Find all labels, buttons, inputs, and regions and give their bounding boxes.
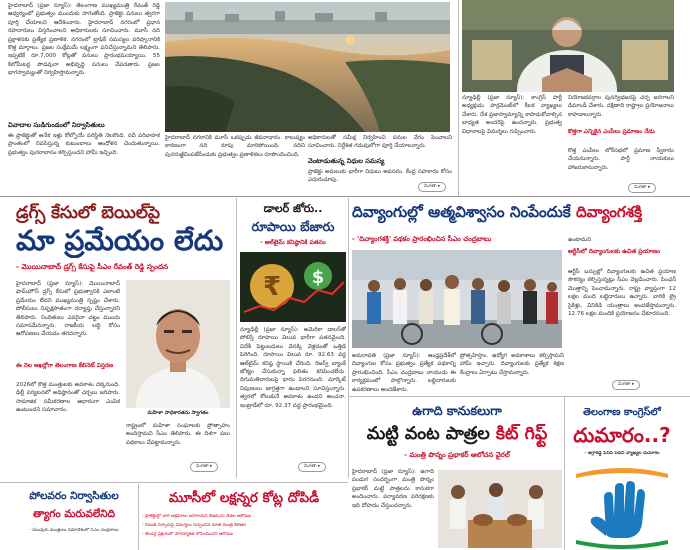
divyang-right-intro [568,236,676,246]
dollar-subhead [240,239,346,249]
top-col3-subhead-text: వెంటాడుతున్న నిధుల సమస్య [308,157,385,165]
musi-bullet-1-text: - ప్రాజెక్టుల్లో భారీ అక్రమాలు జరిగాయని బీఆర్ఎస్ నేతల ఆరోపణ [142,514,251,519]
drugs-sub [16,362,120,380]
divider-dollar-divyang [348,198,349,478]
divyang-text-mid-body: ప్రోత్సహిస్తాం. ఉద్యోగ అవకాశాలు కల్పిస్తామని హామీ ఇచ్చారు. దివ్యాంగులకు ప్రత్యేక శిక్షణ కేంద్రాలు ఏర్పాటు చేస్తామన్నారు. [460,353,564,376]
dollar-kicker-text: డాలర్ జోరు.. [263,202,323,215]
dollar-more-tag[interactable]: మిగతా ▸ [298,462,326,472]
top-col1-tail-text: ఈ ప్రాజెక్టుతో అనేక ఇళ్లు కోల్పోయే పరిస్థితి నెలకొంది. నదీ పరివాహక ప్రాంతంలో నివసిస్తున్న కుటుంబాలు ఆందోళన చెందుతున్నాయి. ప్రభుత్వం పునరావాసం కల్పిస్తుందని హామీ ఇచ్చింది. [8,133,160,156]
cm-photo-caption-text: మహిళా సాధికారతను స్వాగతం [147,410,209,416]
top-col1-intro: హైదరాబాద్ (ప్రజా న్యూస్): తెలంగాణ ముఖ్యమంత్రి రేవంత్ రెడ్డి ఆధ్వర్యంలో ప్రభుత్వం ముందుకు సాగుతోంది. ప్రాజెక్టు పనులు త్వరగా పూర్తి చేయాలని ఆదేశించారు. హైదరాబాద్ నగరంలో ప్రధాన రహదారులు విస్తరించాలని అధికారులకు సూచించారు. మూసీ నది ప్రక్షాళనకు ప్రత్యేక ప్రణాళిక. నగరంలో ట్రాఫిక్ సమస్యల పరిష్కారానికి కొత్త మార్గాలు. ప్రజల సంక్షేమమే లక్ష్యంగా పనిచేస్తున్నామని తెలిపారు. ఇప్పటికే రూ.7,000 కోట్లతో పనులు ప్రారంభమయ్యాయి. 55 కిలోమీటర్ల పొడవునా అభివృద్ధి పనులు చేపడతారు. ప్రజల భాగస్వామ్యంతో నిర్వహిస్తామన్నారు. [8,3,160,77]
musi-bullet-1 [142,514,346,522]
divyang-headline-b: దివ్యాంగశక్తి [575,203,643,221]
divider-ugadi-congress [564,396,565,550]
top-col1-subhead-text: వివాదాల సుడిగుండంలో నిర్వాసితులు [8,121,105,129]
divyang-right-sub [568,248,676,266]
divyang-subhead [352,235,562,247]
rupee-dollar-photo [240,252,346,322]
polavaram-box [14,488,134,550]
top-col5-text-body: నియోజకవర్గాల పునర్విభజనపై చర్చ జరగాలని డిమాండ్ చేశారు. దక్షిణాది రాష్ట్రాల ప్రయోజనాలు కాపాడాలన్నారు. [568,95,674,118]
top-col2-text-body: హైదరాబాద్ నగరానికి మూసీ ఒకప్పుడు జీవనాధారం. కాలుష్యం కారణంగా నది రూపు మారిపోయింది. నదిని పునరుజ్జీవింపజేసేందుకు ప్రభుత్వం ప్రణాళికలు రూపొందించింది. [165,135,305,158]
drugs-headline-text: మా ప్రమేయం లేదు [16,224,224,257]
drugs-photo-text [126,422,230,464]
ugadi-headline-a: మట్టి వంట పాత్రల [366,424,496,444]
polavaram-headline-text: త్యాగం మరువలేనిది [32,508,116,520]
dollar-headline-text: రూపాయి బేజారు [251,219,335,234]
top-more-tag-2-label: మిగతా [634,185,647,190]
musi-bullet-2 [142,523,346,531]
divyang-more-tag[interactable]: మిగతా ▸ [612,380,640,390]
divider-top [0,196,690,197]
ugadi-text-body: హైదరాబాద్ (ప్రజా న్యూస్): ఉగాది పండుగ సందర్భంగా మంత్రి పొన్నం ప్రభాకర్ మట్టి పాత్రలను కానుకగా అందించారు. పర్యావరణ పరిరక్షణకు ఇది దోహదం చేస్తుందన్నారు. [352,469,434,509]
drugs-subhead [16,262,241,274]
dollar-text-body: న్యూఢిల్లీ (ప్రజా న్యూస్): అమెరికా డాలర్‌తో పోలిస్తే రూపాయి విలువ భారీగా పతనమైంది. విదేశీ పెట్టుబడులు వెనక్కి వెళ్లడంతో ఒత్తిడి పెరిగింది. రూపాయి విలువ రూ. 92.63 వద్ద ఆల్‌టైమ్ కనిష్ఠ స్థాయికి చేరింది. రిజర్వ్ బ్యాంక్ జోక్యం చేసుకున్నా ఫలితం కనిపించలేదు. దిగుమతిదారులపై భారం పెరగనుంది. మార్కెట్ నిపుణులు జాగ్రత్తగా ఉండాలని సూచిస్తున్నారు. త్వరలో కోలుకునే అవకాశం ఉందని అంచనా. ఇంట్రాడేలో రూ. 92.37 వద్ద ప్రారంభమైంది. [240,327,346,409]
congress-headline [568,421,676,449]
congress-headline-text: దుమారం..? [573,423,671,447]
river-sunset-illustration [165,2,450,132]
rupee-chart-illustration [240,252,346,322]
divyang-headline-a: దివ్యాంగుల్లో ఆత్మవిశ్వాసం నింపేందుకే [352,203,576,221]
cm-portrait-photo [126,280,230,408]
divyang-subhead-text: - 'దివ్యాంగశక్తి' పథకం ప్రారంభించిన సీఎం చంద్రబాబు [352,235,492,243]
cm-portrait-illustration [126,280,230,408]
divider-divyang-ugadi [348,396,690,397]
divyang-event-photo [352,250,562,348]
polavaram-subhead-text: - పలువురు మంత్రులు సమావేశంలో సీఎం చంద్రబాబు [29,528,119,533]
ugadi-subhead-text: - మంత్రి పొన్నం ప్రభాకర్ ఆలోచన వైరల్ [404,451,510,459]
divider-bottom-left [0,482,348,483]
congress-kicker [568,406,676,420]
congress-subhead-text: - జగ్గారెడ్డి పీసీసీ పదవి వ్యాఖ్యల దుమారం [584,451,660,456]
ugadi-kicker [352,403,562,419]
divyang-text-left-body: అమరావతి (ప్రజా న్యూస్): ఆంధ్రప్రదేశ్‌లో దివ్యాంగుల కోసం ప్రభుత్వం ప్రత్యేక పథకాన్ని ప్రారంభించింది. సీఎం చంద్రబాబు నాయుడు ఈ కార్యక్రమంలో పాల్గొన్నారు. లబ్ధిదారులకు ఉపకరణాలు అందజేశారు. [352,353,456,393]
divyang-right-text [568,268,676,378]
top-col2-text [165,134,305,180]
drugs-subhead-text: - మొయినాబాద్ డ్రగ్స్ కేసుపై సీఎం రేవంత్ రెడ్డి స్పందన [16,262,169,271]
ugadi-kicker-text: ఉగాది కానుకలుగా [412,403,502,418]
polavaram-subhead [14,528,134,538]
dollar-text [240,326,346,464]
polavaram-kicker [14,490,134,506]
top-col5-subhead-text: కొత్తగా ఎన్నికైన ఎంపీలు ప్రమాణం నేడు [568,129,655,135]
congress-kicker-text: తెలంగాణ కాంగ్రెస్‌లో [583,407,661,418]
divider-top-mid [458,0,459,196]
polavaram-headline [14,508,134,524]
congress-hand-symbol [568,464,676,550]
top-col5-text [568,94,674,128]
ugadi-headline [352,421,562,447]
hand-icon [568,464,676,550]
drugs-headline [16,224,241,258]
parliament-speech-photo [462,0,674,92]
drugs-tail-text: 2026లో కొత్త మంత్రులకు అవకాశం దక్కనుంది. ఢిల్లీ పర్యటనలో అధిష్ఠానంతో చర్చలు జరిపారు. సామాజిక సమీకరణాల ఆధారంగా ఎంపిక ఉంటుందని సమాచారం. [16,382,120,414]
top-more-tag-1-label: మిగతా [424,184,437,189]
musi-bullet-2-text: - రేవంత్ సర్కారుపై విమర్శలు గుప్పించిన మాజీ మంత్రి కేటీఆర్ [142,523,247,528]
top-col5-subhead [568,128,674,146]
musi-river-photo [165,2,450,132]
ugadi-subhead [352,451,562,463]
divyang-right-text-body: ఆర్టీసీ బస్సుల్లో దివ్యాంగులకు ఉచిత ప్రయాణ సౌకర్యం కల్పిస్తున్నట్లు సీఎం వెల్లడించారు. పింఛన్ మొత్తాన్ని పెంచామన్నారు. రాష్ట్ర వ్యాప్తంగా 12 లక్షల మంది లబ్ధిదారులు ఉన్నారు. వారికి ట్రై సైకిళ్లు, వినికిడి యంత్రాలు అందజేస్తామన్నారు. 12.76 లక్షల మందికి ప్రయోజనం చేకూరనుంది. [568,269,676,318]
drugs-more-tag[interactable]: మిగతా ▸ [190,462,218,472]
top-col3-subhead [308,157,452,167]
top-col5-tail-text: కొత్త ఎంపీలు లోక్‌సభలో ప్రమాణ స్వీకారం చేయనున్నారు. పార్టీ నాయకులు హాజరుకానున్నారు. [568,148,674,171]
musi-headline [142,490,346,510]
divyang-right-sub-text: ఆర్టీసీలో దివ్యాంగులకు ఉచిత ప్రయాణం [568,248,661,255]
drugs-sub-text: ఈ నెల ఆఖర్లోగా తెలంగాణ కేబినెట్ విస్తరణ [16,363,114,369]
drugs-kicker-text: డ్రగ్స్ కేసులో బెయిల్‌పై [16,203,160,223]
top-col4-text-body: న్యూఢిల్లీ (ప్రజా న్యూస్): కాంగ్రెస్ పార్టీ అధ్యక్షుడు పార్లమెంట్‌లో కీలక వ్యాఖ్యలు చేశారు. దేశ ప్రజాస్వామ్యాన్ని కాపాడుకోవాల్సిన బాధ్యత అందరిపై ఉందన్నారు. ప్రభుత్వ విధానాలపై విమర్శలు గుప్పించారు. [462,95,562,135]
musi-bullet-3-text: - టెండర్ల ప్రక్రియలో పారదర్శకత లోపించిందని ఆరోపణ [142,532,233,537]
musi-box [142,488,346,550]
musi-headline-text: మూసీలో లక్షన్నర కోట్ల దోపిడీ [168,490,320,506]
clay-pots-illustration [438,470,562,548]
ugadi-photo [438,470,562,548]
drugs-intro [16,280,120,360]
drugs-intro-text: హైదరాబాద్ (ప్రజా న్యూస్): మొయినాబాద్ ఫామ్‌హౌస్ డ్రగ్స్ కేసులో ప్రభుత్వానికి ఎలాంటి ప్రమేయం లేదని ముఖ్యమంత్రి స్పష్టం చేశారు. పోలీసులు నిష్పక్షపాతంగా దర్యాప్తు చేస్తున్నారని తెలిపారు. నిందితులు ఎవరైనా చట్టం ముందు సమానమేనన్నారు. రాజకీయ లబ్ధి కోసం ఆరోపణలు చేయడం తగదన్నారు. [16,281,120,338]
divyang-right-intro-text: ఉంటామని [568,237,592,243]
ugadi-text [352,468,434,548]
top-col3-text [308,134,452,156]
svg-text:$: $ [311,267,325,288]
top-more-tag-1[interactable]: మిగతా ▸ [418,182,446,192]
divyang-more-tag-label: మిగతా [618,382,631,387]
speaker-illustration [462,0,674,92]
drugs-kicker [16,202,241,224]
top-more-tag-2[interactable]: మిగతా ▸ [628,183,656,193]
drugs-photo-text-body: రాష్ట్రంలో మహిళా సంఘాలకు ప్రోత్సాహం అందిస్తామని సీఎం తెలిపారు. ఈ దిశగా పలు పథకాలు చేపట్టామన్నారు. [126,423,230,446]
divyang-group-illustration [352,250,562,348]
top-col1-subhead [8,121,160,131]
musi-bullet-3 [142,532,346,540]
top-col1-tail [8,132,160,188]
drugs-tail [16,381,120,473]
divyang-headline [352,200,676,224]
divider-drugs-dollar [236,198,237,478]
congress-subhead [568,451,676,461]
cm-photo-caption [126,410,230,420]
dollar-subhead-text: - ఆల్‌టైమ్ కనిష్ఠానికి పతనం [260,239,326,246]
svg-text:₹: ₹ [262,272,282,302]
top-col1-text [8,2,160,120]
divider-polavaram-musi [138,484,139,550]
dollar-headline [240,219,346,237]
polavaram-kicker-text: పోలవరం నిర్వాసితుల [29,490,119,502]
top-col4-text [462,94,562,184]
dollar-more-tag-label: మిగతా [304,464,317,469]
top-col5-tail [568,147,674,181]
ugadi-headline-b: కిట్ గిఫ్ట్ [495,424,548,444]
drugs-more-tag-label: మిగతా [196,464,209,469]
dollar-kicker [240,202,346,218]
top-col3-text-body: అధికారులతో సమీక్ష నిర్వహించి పనుల వేగం పెంచాలని సూచించారు. నిర్దేశిత గడువులోగా పూర్తి చేయాలన్నారు. [308,135,452,150]
top-col3-tail-text: ప్రాజెక్టు అమలుకు భారీగా నిధులు అవసరం. కేంద్ర సహకారం కోసం ఎదురుచూపు. [308,169,452,184]
